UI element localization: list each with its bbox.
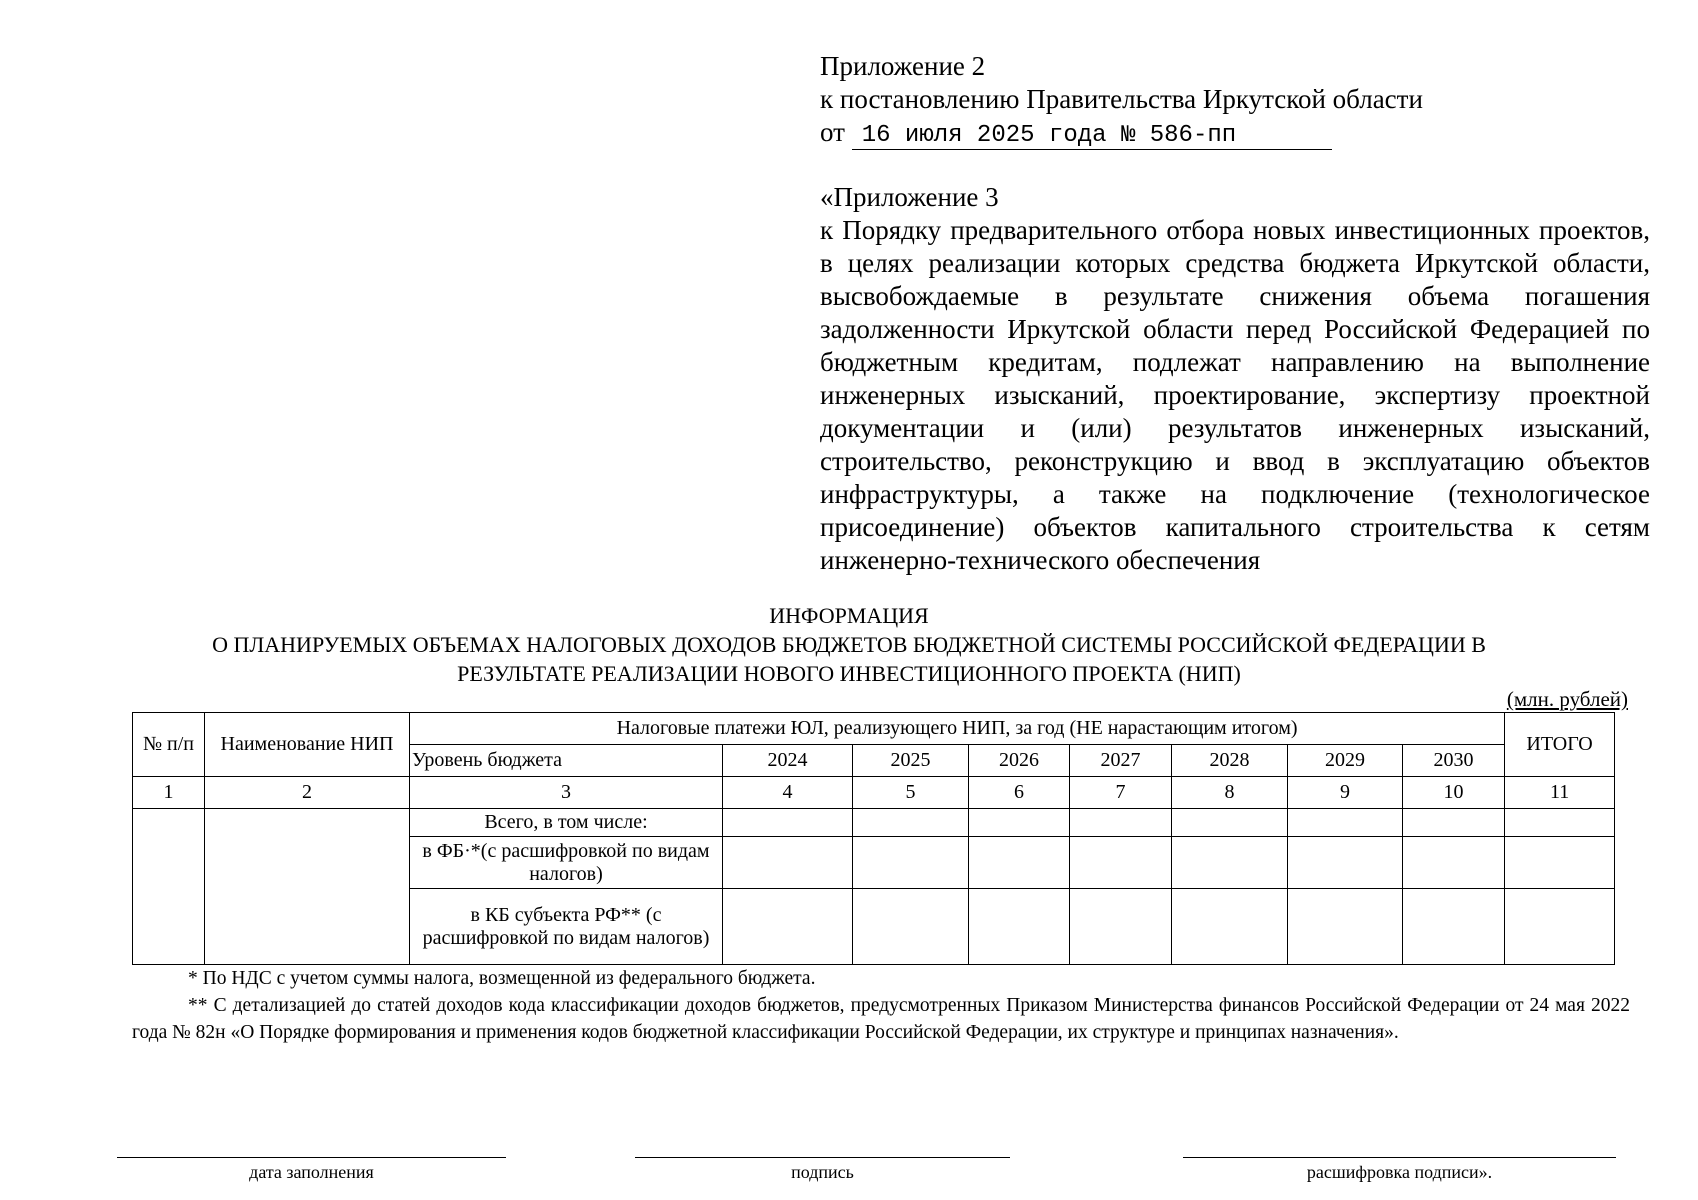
decoding-label: расшифровка подписи». (1306, 1162, 1493, 1182)
decoding-line (1183, 1157, 1616, 1158)
heading-line-2: О ПЛАНИРУЕМЫХ ОБЪЕМАХ НАЛОГОВЫХ ДОХОДОВ БЮДЖЕТОВ БЮДЖЕТНОЙ СИСТЕМЫ РОССИЙСКОЙ ФЕДЕРАЦИИ В (212, 632, 1486, 657)
resolution-date-number: 16 июля 2025 года № 586-пп (852, 123, 1332, 150)
project-name-cell (205, 809, 410, 965)
index-cell: 7 (1070, 777, 1172, 809)
appendix2-title: Приложение 2 (820, 51, 986, 81)
value-cell (1070, 837, 1172, 889)
value-cell (969, 837, 1070, 889)
header-year: 2024 (723, 745, 853, 777)
index-cell: 6 (969, 777, 1070, 809)
footnote-1: * По НДС с учетом суммы налога, возмещенной из федерального бюджета. (188, 968, 816, 989)
appendix3-block (820, 181, 1650, 577)
value-cell (723, 837, 853, 889)
index-cell: 3 (410, 777, 723, 809)
budget-level-regional: в КБ субъекта РФ** (с расшифровкой по видам налогов) (410, 889, 723, 965)
value-cell (1403, 809, 1505, 837)
index-cell: 1 (133, 777, 205, 809)
value-cell (1172, 889, 1288, 965)
value-cell (1172, 809, 1288, 837)
value-cell (1505, 809, 1615, 837)
index-cell: 10 (1403, 777, 1505, 809)
table-row (133, 809, 1615, 837)
value-cell (853, 837, 969, 889)
from-prefix: от (820, 117, 845, 147)
document-heading (0, 601, 1698, 688)
appendix3-body: к Порядку предварительного отбора новых инвестиционных проектов, в целях реализации которых средства бюджета Иркутской области, высвобождаемые в результате снижения объема погашения задолженности Иркутской области перед Российской Федерацией по бюджетным кредитам, подлежат направлению на выполнение инженерных изысканий, проектирование, экспертизу проектной документации и (или) результатов инженерных изысканий, строительство, реконструкцию и ввод в эксплуатацию объектов инфраструктуры, а также на подключение (технологическое присоединение) объектов капитального строительства к сетям инженерно-технического обеспечения (820, 215, 1650, 575)
tax-revenue-table (132, 712, 1615, 965)
value-cell (1070, 889, 1172, 965)
value-cell (969, 889, 1070, 965)
header-year: 2025 (853, 745, 969, 777)
appendix2-block (820, 50, 1423, 150)
signature-line (635, 1157, 1010, 1158)
appendix2-reference: к постановлению Правительства Иркутской области (820, 84, 1423, 114)
index-cell: 8 (1172, 777, 1288, 809)
value-cell (723, 809, 853, 837)
value-cell (1403, 837, 1505, 889)
header-year: 2027 (1070, 745, 1172, 777)
value-cell (1288, 889, 1403, 965)
index-cell: 9 (1288, 777, 1403, 809)
budget-level-total: Всего, в том числе: (410, 809, 723, 837)
header-year: 2029 (1288, 745, 1403, 777)
value-cell (969, 809, 1070, 837)
value-cell (723, 889, 853, 965)
date-line (117, 1157, 506, 1158)
budget-level-federal: в ФБ·*(с расшифровкой по видам налогов) (410, 837, 723, 889)
value-cell (1403, 889, 1505, 965)
header-year: 2028 (1172, 745, 1288, 777)
value-cell (1505, 889, 1615, 965)
heading-line-1: ИНФОРМАЦИЯ (769, 603, 929, 628)
heading-line-3: РЕЗУЛЬТАТЕ РЕАЛИЗАЦИИ НОВОГО ИНВЕСТИЦИОННОГО ПРОЕКТА (НИП) (457, 661, 1241, 686)
signature-label: подпись (791, 1162, 854, 1182)
header-year: 2026 (969, 745, 1070, 777)
units-label: (млн. рублей) (1506, 687, 1628, 711)
table-index-row (133, 777, 1615, 809)
table-header-row-1 (133, 713, 1615, 745)
value-cell (1070, 809, 1172, 837)
date-label: дата заполнения (249, 1162, 374, 1182)
header-year: 2030 (1403, 745, 1505, 777)
index-cell: 4 (723, 777, 853, 809)
value-cell (1505, 837, 1615, 889)
index-cell: 5 (853, 777, 969, 809)
header-total: ИТОГО (1505, 713, 1615, 777)
header-num: № п/п (133, 713, 205, 777)
value-cell (853, 889, 969, 965)
index-cell: 11 (1505, 777, 1615, 809)
header-project-name: Наименование НИП (205, 713, 410, 777)
value-cell (853, 809, 969, 837)
index-cell: 2 (205, 777, 410, 809)
header-budget-level: Уровень бюджета (410, 745, 723, 777)
appendix3-title: «Приложение 3 (820, 182, 999, 212)
value-cell (1288, 809, 1403, 837)
appendix2-date-line (820, 116, 1423, 150)
value-cell (1288, 837, 1403, 889)
header-tax-payments: Налоговые платежи ЮЛ, реализующего НИП, за год (НЕ нарастающим итогом) (410, 713, 1505, 745)
footnote-2: ** С детализацией до статей доходов кода классификации доходов бюджетов, предусмотренных Приказом Министерства финансов Российской Федерации от 24 мая 2022 года № 82н «О Порядке формирования и применения кодов бюджетной классификации Российской Федерации, их структуре и принципах назначения». (132, 995, 1630, 1043)
footnotes (132, 965, 1630, 1046)
num-cell (133, 809, 205, 965)
value-cell (1172, 837, 1288, 889)
